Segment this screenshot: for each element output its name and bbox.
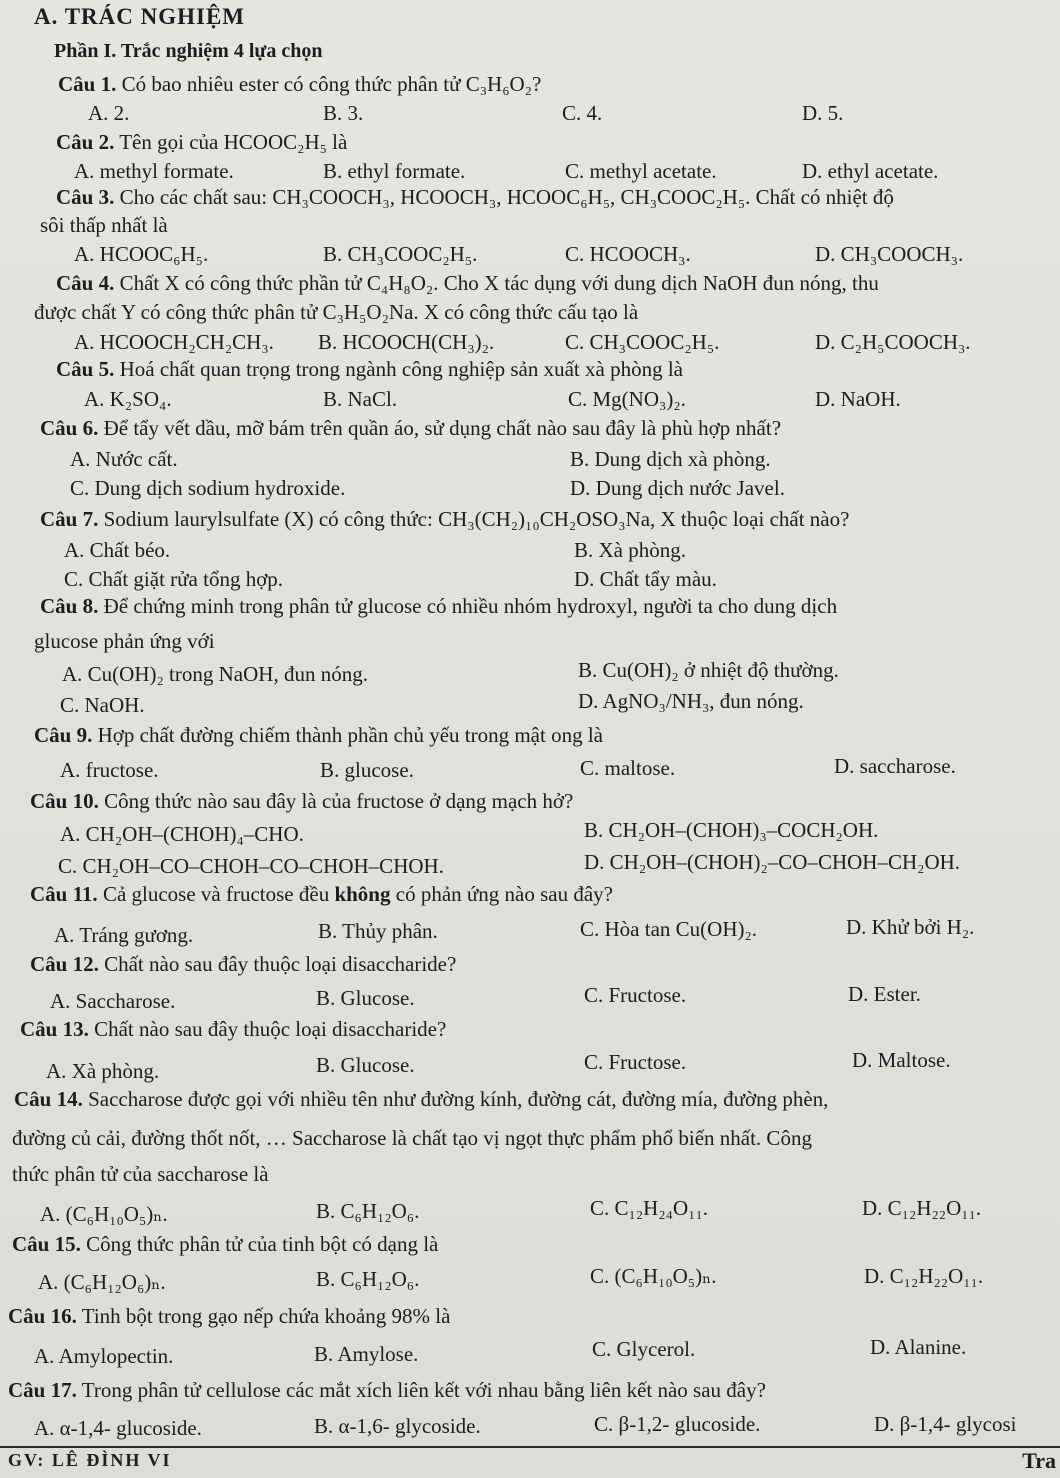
q11-option-a[interactable]: A. Tráng gương. [54,923,194,947]
question-number: Câu 5. [56,357,115,381]
question-15 [12,1230,438,1259]
question-4-continued: được chất Y có công thức phân tử C₃H₅O₂Na. X có công thức cấu tạo là [34,300,639,324]
question-text: Để chứng minh trong phân tử glucose có nhiều nhóm hydroxyl, người ta cho dung dịch [103,594,838,618]
question-number: Câu 3. [56,185,115,209]
q11-option-d[interactable]: D. Khử bởi H₂. [846,915,975,939]
question-text: Công thức nào sau đây là của fructose ở dạng mạch hở? [104,789,574,813]
question-text: Sodium laurylsulfate (X) có công thức: CH₃(CH₂)₁₀CH₂OSO₃Na, X thuộc loại chất nào? [103,507,850,531]
question-text: Để tẩy vết dầu, mỡ bám trên quần áo, sử dụng chất nào sau đây là phù hợp nhất? [103,416,782,440]
q5-option-a[interactable]: A. K₂SO₄. [84,387,172,411]
q5-option-d[interactable]: D. NaOH. [815,387,901,411]
question-14-continued-2: thức phân tử của saccharose là [12,1162,269,1186]
question-2 [56,128,347,157]
q10-option-d[interactable]: D. CH₂OH–(CHOH)₂–CO–CHOH–CH₂OH. [584,850,961,874]
q12-option-a[interactable]: A. Saccharose. [50,989,176,1013]
q13-option-d[interactable]: D. Maltose. [852,1048,951,1072]
question-number: Câu 17. [8,1378,77,1402]
question-text: Tên gọi của HCOOC₂H₅ là [119,130,348,154]
q11-option-c[interactable]: C. Hòa tan Cu(OH)₂. [580,917,758,941]
q13-option-c[interactable]: C. Fructose. [584,1050,687,1074]
footer-divider [0,1446,1060,1448]
q1-option-d[interactable]: D. 5. [802,101,844,125]
question-text: Công thức phân tử của tinh bột có dạng là [86,1232,439,1256]
question-number: Câu 6. [40,416,99,440]
question-number: Câu 8. [40,594,99,618]
q8-option-a[interactable]: A. Cu(OH)₂ trong NaOH, đun nóng. [62,662,368,686]
part-title: Phần I. Trắc nghiệm 4 lựa chọn [54,40,323,62]
question-13 [20,1015,446,1044]
q9-option-d[interactable]: D. saccharose. [834,754,956,778]
question-number: Câu 16. [8,1304,77,1328]
question-7 [40,505,849,534]
q4-option-d[interactable]: D. C₂H₅COOCH₃. [815,330,971,354]
q2-option-b[interactable]: B. ethyl formate. [323,159,466,183]
question-text: Tinh bột trong gạo nếp chứa khoảng 98% là [81,1304,451,1328]
q17-option-a[interactable]: A. α-1,4- glucoside. [34,1416,202,1440]
question-14-continued: đường củ cải, đường thốt nốt, … Saccharose là chất tạo vị ngọt thực phẩm phổ biến nhất. Công [12,1126,812,1150]
q4-option-a[interactable]: A. HCOOCH₂CH₂CH₃. [74,330,274,354]
question-text: Cho các chất sau: CH₃COOCH₃, HCOOCH₃, HCOOC₆H₅, CH₃COOC₂H₅. Chất có nhiệt độ [119,185,894,209]
q8-option-c[interactable]: C. NaOH. [60,693,145,717]
question-16 [8,1302,450,1331]
q15-option-d[interactable]: D. C₁₂H₂₂O₁₁. [864,1264,984,1288]
q6-option-c[interactable]: C. Dung dịch sodium hydroxide. [70,476,346,500]
question-3-continued: sôi thấp nhất là [40,213,168,237]
section-title: A. TRÁC NGHIỆM [34,4,246,29]
question-text: Chất nào sau đây thuộc loại disaccharide? [94,1017,447,1041]
q2-option-d[interactable]: D. ethyl acetate. [802,159,939,183]
question-text: có phản ứng nào sau đây? [390,882,613,906]
question-11 [30,880,613,909]
question-text: Chất nào sau đây thuộc loại disaccharide? [104,952,457,976]
q13-option-b[interactable]: B. Glucose. [316,1053,415,1077]
question-number: Câu 4. [56,271,115,295]
question-text: Chất X có công thức phần tử C₄H₈O₂. Cho X tác dụng với dung dịch NaOH đun nóng, thu [119,271,879,295]
q1-option-a[interactable]: A. 2. [88,101,130,125]
q7-option-a[interactable]: A. Chất béo. [64,538,171,562]
q7-option-d[interactable]: D. Chất tẩy màu. [574,567,717,591]
q6-option-a[interactable]: A. Nước cất. [70,447,178,471]
q8-option-d[interactable]: D. AgNO₃/NH₃, đun nóng. [578,689,804,713]
q2-option-c[interactable]: C. methyl acetate. [565,159,717,183]
q14-option-a[interactable]: A. (C₆H₁₀O₅)ₙ. [40,1202,168,1226]
question-9 [34,721,603,750]
question-text-emphasis: không [334,882,391,906]
q2-option-a[interactable]: A. methyl formate. [74,159,234,183]
q16-option-a[interactable]: A. Amylopectin. [34,1344,174,1368]
q13-option-a[interactable]: A. Xà phòng. [46,1059,160,1083]
question-number: Câu 11. [30,882,98,906]
q10-option-c[interactable]: C. CH₂OH–CO–CHOH–CO–CHOH–CHOH. [58,854,444,878]
q16-option-c[interactable]: C. Glycerol. [592,1337,696,1361]
q9-option-b[interactable]: B. glucose. [320,758,414,782]
q14-option-d[interactable]: D. C₁₂H₂₂O₁₁. [862,1196,982,1220]
question-number: Câu 12. [30,952,99,976]
q15-option-b[interactable]: B. C₆H₁₂O₆. [316,1267,420,1291]
teacher-name: GV: LÊ ĐÌNH VI [8,1450,172,1470]
page-marker: Tra [1022,1448,1056,1473]
q17-option-d[interactable]: D. β-1,4- glycosi [874,1412,1017,1436]
question-12 [30,950,456,979]
q1-option-c[interactable]: C. 4. [562,101,603,125]
question-number: Câu 9. [34,723,93,747]
q16-option-d[interactable]: D. Alanine. [870,1335,967,1359]
q10-option-a[interactable]: A. CH₂OH–(CHOH)₄–CHO. [60,822,304,846]
question-text: Saccharose được gọi với nhiều tên như đường kính, đường cát, đường mía, đường phèn, [88,1087,829,1111]
q12-option-d[interactable]: D. Ester. [848,982,921,1006]
q12-option-c[interactable]: C. Fructose. [584,983,687,1007]
question-4 [56,269,879,298]
q11-option-b[interactable]: B. Thủy phân. [318,919,438,943]
question-number: Câu 13. [20,1017,89,1041]
q15-option-a[interactable]: A. (C₆H₁₂O₆)ₙ. [38,1270,166,1294]
q16-option-b[interactable]: B. Amylose. [314,1342,419,1366]
q7-option-b[interactable]: B. Xà phòng. [574,538,686,562]
q10-option-b[interactable]: B. CH₂OH–(CHOH)₃–COCH₂OH. [584,818,879,842]
question-8 [40,592,837,621]
q4-option-c[interactable]: C. CH₃COOC₂H₅. [565,330,720,354]
q3-option-b[interactable]: B. CH₃COOC₂H₅. [323,242,478,266]
q9-option-a[interactable]: A. fructose. [60,758,159,782]
question-17 [8,1376,766,1405]
question-6 [40,414,781,443]
q3-option-a[interactable]: A. HCOOC₆H₅. [74,242,209,266]
question-number: Câu 2. [56,130,115,154]
q6-option-b[interactable]: B. Dung dịch xà phòng. [570,447,771,471]
question-number: Câu 15. [12,1232,81,1256]
q3-option-d[interactable]: D. CH₃COOCH₃. [815,242,964,266]
question-text: Cả glucose và fructose đều [102,882,335,906]
question-3 [56,183,894,212]
question-8-continued: glucose phản ứng với [34,629,215,653]
question-number: Câu 14. [14,1087,83,1111]
question-text: Hợp chất đường chiếm thành phần chủ yếu trong mật ong là [97,723,603,747]
q17-option-b[interactable]: B. α-1,6- glycoside. [314,1414,481,1438]
q5-option-b[interactable]: B. NaCl. [323,387,398,411]
question-number: Câu 1. [58,72,117,96]
question-1 [58,70,541,99]
q14-option-c[interactable]: C. C₁₂H₂₄O₁₁. [590,1196,709,1220]
question-number: Câu 7. [40,507,99,531]
question-text: Hoá chất quan trọng trong ngành công nghiệp sản xuất xà phòng là [119,357,683,381]
question-text: Có bao nhiêu ester có công thức phân tử C₃H₆O₂? [121,72,542,96]
question-5 [56,355,683,384]
q6-option-d[interactable]: D. Dung dịch nước Javel. [570,476,785,500]
q12-option-b[interactable]: B. Glucose. [316,986,415,1010]
question-14 [14,1085,828,1114]
q7-option-c[interactable]: C. Chất giặt rửa tổng hợp. [64,567,284,591]
q5-option-c[interactable]: C. Mg(NO₃)₂. [568,387,686,411]
q17-option-c[interactable]: C. β-1,2- glucoside. [594,1412,761,1436]
q15-option-c[interactable]: C. (C₆H₁₀O₅)ₙ. [590,1264,717,1288]
q14-option-b[interactable]: B. C₆H₁₂O₆. [316,1199,420,1223]
q9-option-c[interactable]: C. maltose. [580,756,676,780]
q1-option-b[interactable]: B. 3. [323,101,364,125]
q8-option-b[interactable]: B. Cu(OH)₂ ở nhiệt độ thường. [578,658,839,682]
question-10 [30,787,573,816]
question-number: Câu 10. [30,789,99,813]
q4-option-b[interactable]: B. HCOOCH(CH₃)₂. [318,330,495,354]
q3-option-c[interactable]: C. HCOOCH₃. [565,242,691,266]
question-text: Trong phân tử cellulose các mắt xích liên kết với nhau bằng liên kết nào sau đây? [81,1378,766,1402]
